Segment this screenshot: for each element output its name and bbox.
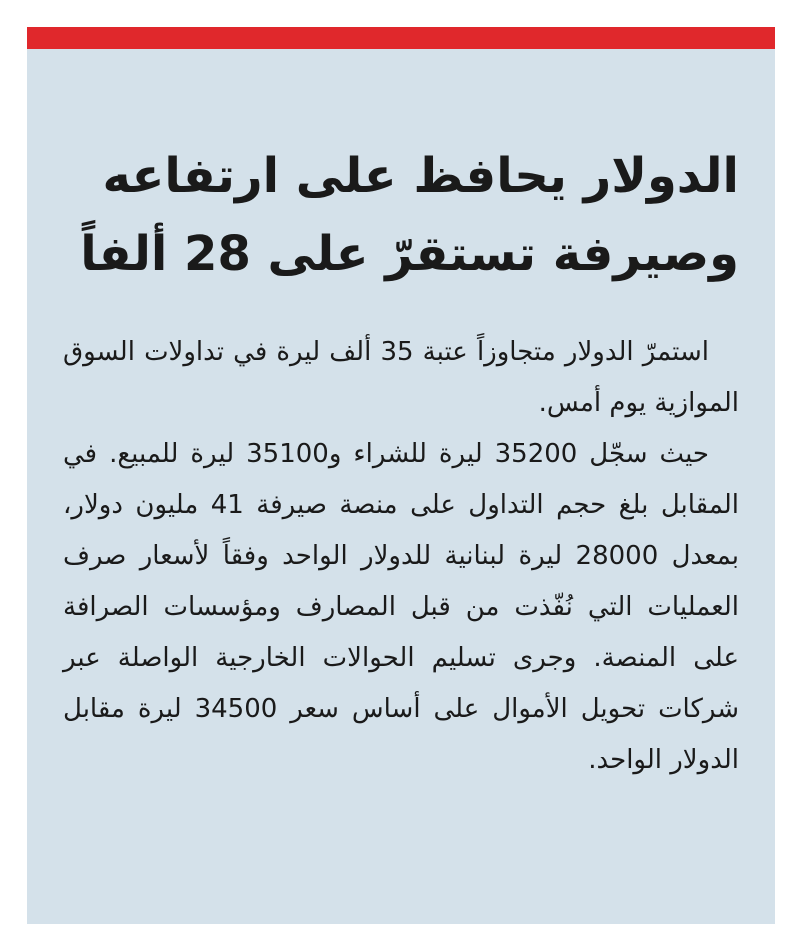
article-box — [27, 27, 775, 924]
headline-line-1: الدولار يحافظ على ارتفاعه — [102, 148, 739, 204]
headline-line-2: وصيرفة تستقرّ على 28 ألفاً — [80, 226, 739, 282]
article-headline — [63, 137, 739, 293]
paragraph-2: حيث سجّل 35200 ليرة للشراء و35100 ليرة للمبيع. في المقابل بلغ حجم التداول على منصة صيرفة 41 مليون دولار، بمعدل 28000 ليرة لبنانية للدولار الواحد وفقاً لأسعار صرف العمليات التي نُفّذت من قبل المصارف ومؤسسات الصرافة على المنصة. وجرى تسليم الحوالات الخارجية الواصلة عبر شركات تحويل الأموال على أساس سعر 34500 ليرة مقابل الدولار الواحد. — [63, 439, 739, 775]
paragraph-1: استمرّ الدولار متجاوزاً عتبة 35 ألف ليرة في تداولات السوق الموازية يوم أمس. — [63, 337, 739, 418]
article-body — [63, 327, 739, 786]
accent-bar — [27, 27, 775, 49]
